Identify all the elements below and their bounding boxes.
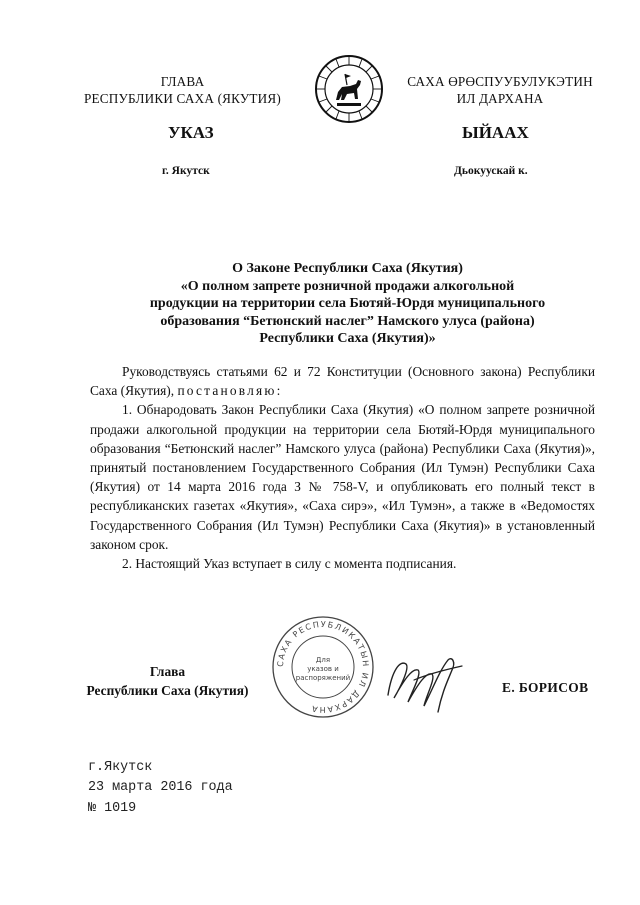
stamp-center-line-3: распоряжений xyxy=(295,674,351,682)
place-russian: г. Якутск xyxy=(162,165,210,177)
place-sakha: Дьокуускай к. xyxy=(454,165,528,177)
issuer-block-russian xyxy=(60,73,305,107)
coat-of-arms-emblem xyxy=(314,54,384,124)
signatory-position-line-1: Глава xyxy=(149,664,186,679)
doc-type-russian: УКАЗ xyxy=(168,123,214,142)
signatory-name: Е. БОРИСОВ xyxy=(502,680,589,695)
stamp-center-line-1: Для xyxy=(315,656,331,664)
issuer-block-sakha xyxy=(385,73,615,107)
emblem-icon xyxy=(314,54,384,124)
issuer-line-1-sakha: САХА ӨРӨСПУУБУЛУКЭТИН xyxy=(407,74,593,89)
decree-body xyxy=(90,362,595,573)
title-line-2: «О полном запрете розничной продажи алкогольной xyxy=(180,278,515,294)
stamp-seal-icon xyxy=(268,612,378,722)
signatory-position-line-2: Республики Саха (Якутия) xyxy=(86,683,249,698)
official-stamp xyxy=(268,612,378,722)
signature-icon xyxy=(378,640,468,720)
doc-type-sakha: ЫЙААХ xyxy=(462,123,529,142)
title-line-5: Республики Саха (Якутия)» xyxy=(259,331,436,347)
title-line-1: О Законе Республики Саха (Якутия) xyxy=(232,261,463,276)
issuer-line-2-sakha: ИЛ ДАРХАНА xyxy=(456,91,544,106)
preamble-text: Руководствуясь статьями 62 и 72 Конституции (Основного закона) Республики Саха (Якутия), xyxy=(90,364,595,399)
decree-title xyxy=(60,260,635,348)
decree-item-1: 1. Обнародовать Закон Республики Саха (Якутия) «О полном запрете розничной продажи алкогольной продукции на территории села Бютяй-Юрдя муниципального образования “Бетюнский наслег” Намского улуса (района) Республики Саха (Якутия)», принятый постановлением Государственного Собрания (Ил Тумэн) Республики Саха (Якутия) от 14 марта 2016 года З № 758-V, и опубликовать его полный текст в республиканских газетах «Якутия», «Саха сирэ», «Ил Тумэн», а также в «Ведомостях Государственного Собрания (Ил Тумэн) Республики Саха (Якутия)» в установленный законом срок. xyxy=(90,402,595,552)
stamp-ring-text: САХА РЕСПУБЛИКАТЫН ИЛ ДАРХАНА xyxy=(275,619,371,715)
handwritten-signature xyxy=(378,640,468,720)
preamble-paragraph xyxy=(90,362,595,400)
footer-date: 23 марта 2016 года xyxy=(88,780,233,795)
decree-item-2: 2. Настоящий Указ вступает в силу с момента подписания. xyxy=(122,556,457,572)
title-line-3: продукции на территории села Бютяй-Юрдя муниципального xyxy=(149,296,546,312)
stamp-center-line-2: указов и xyxy=(307,665,339,673)
footer-number: № 1019 xyxy=(88,801,137,816)
footer-city: г.Якутск xyxy=(88,760,153,775)
decree-word: постановляю: xyxy=(177,383,283,399)
issuer-line-2: РЕСПУБЛИКИ САХА (ЯКУТИЯ) xyxy=(83,91,281,106)
title-line-4: образования “Бетюнский наслег” Намского улуса (района) xyxy=(160,313,535,329)
issuer-line-1: ГЛАВА xyxy=(160,74,205,89)
signatory-position xyxy=(60,662,275,700)
